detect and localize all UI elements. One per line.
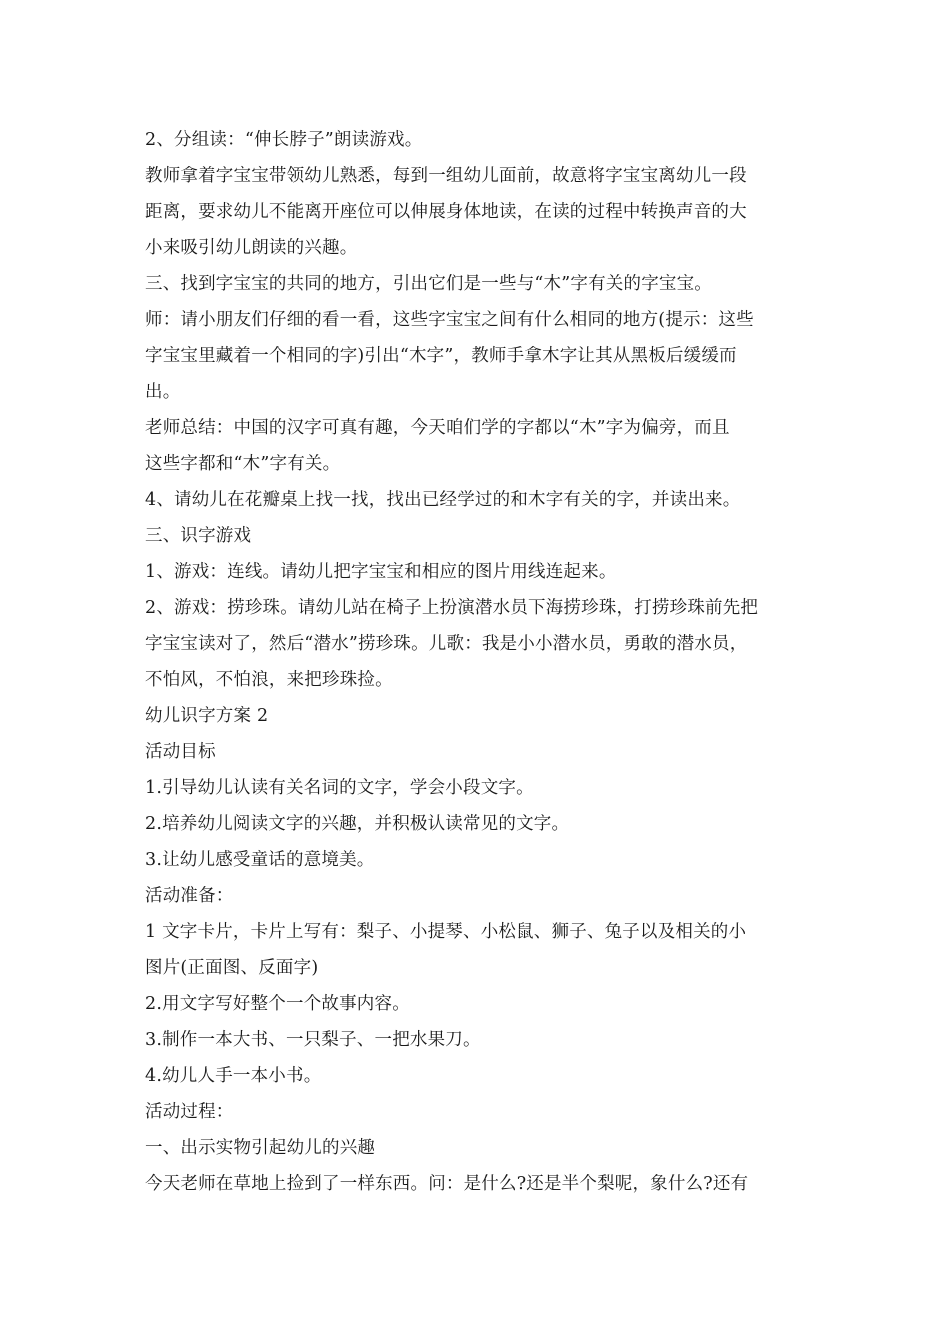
text-line: 3.制作一本大书、一只梨子、一把水果刀。: [145, 1030, 481, 1050]
text-line: 不怕风，不怕浪，来把珍珠捡。: [145, 670, 393, 690]
text-line: 这些字都和“木”字有关。: [145, 454, 341, 474]
text-line: 1.引导幼儿认读有关名词的文字，学会小段文字。: [145, 778, 534, 798]
text-line: 2、分组读：“伸长脖子”朗读游戏。: [145, 130, 423, 150]
text-line: 老师总结：中国的汉字可真有趣，今天咱们学的字都以“木”字为偏旁，而且: [145, 418, 730, 438]
text-line: 师：请小朋友们仔细的看一看，这些字宝宝之间有什么相同的地方(提示：这些: [145, 310, 754, 330]
text-line: 字宝宝里藏着一个相同的字)引出“木字”，教师手拿木字让其从黑板后缓缓而: [145, 346, 737, 366]
text-line: 2、游戏：捞珍珠。请幼儿站在椅子上扮演潜水员下海捞珍珠，打捞珍珠前先把: [145, 598, 759, 618]
text-line: 2.用文字写好整个一个故事内容。: [145, 994, 410, 1014]
text-line: 1 文字卡片，卡片上写有：梨子、小提琴、小松鼠、狮子、兔子以及相关的小: [145, 922, 747, 942]
text-line: 距离，要求幼儿不能离开座位可以伸展身体地读，在读的过程中转换声音的大: [145, 202, 747, 222]
text-line: 2.培养幼儿阅读文字的兴趣，并积极认读常见的文字。: [145, 814, 570, 834]
text-line: 字宝宝读对了，然后“潜水”捞珍珠。儿歌：我是小小潜水员，勇敢的潜水员，: [145, 634, 748, 654]
text-line: 4、请幼儿在花瓣桌上找一找，找出已经学过的和木字有关的字，并读出来。: [145, 490, 741, 510]
section-heading: 一、出示实物引起幼儿的兴趣: [145, 1138, 376, 1158]
text-line: 三、找到字宝宝的共同的地方，引出它们是一些与“木”字有关的字宝宝。: [145, 274, 712, 294]
section-heading: 三、识字游戏: [145, 526, 252, 546]
text-line: 小来吸引幼儿朗读的兴趣。: [145, 238, 358, 258]
text-line: 图片(正面图、反面字): [145, 958, 319, 978]
text-line: 教师拿着字宝宝带领幼儿熟悉，每到一组幼儿面前，故意将字宝宝离幼儿一段: [145, 166, 747, 186]
section-heading: 活动目标: [145, 742, 216, 762]
text-line: 4.幼儿人手一本小书。: [145, 1066, 322, 1086]
text-line: 3.让幼儿感受童话的意境美。: [145, 850, 375, 870]
text-line: 1、游戏：连线。请幼儿把字宝宝和相应的图片用线连起来。: [145, 562, 617, 582]
text-line: 出。: [145, 382, 181, 402]
section-title: 幼儿识字方案 2: [145, 706, 269, 726]
text-line: 今天老师在草地上捡到了一样东西。问：是什么?还是半个梨呢，象什么?还有: [145, 1174, 749, 1194]
section-heading: 活动过程：: [145, 1102, 234, 1122]
section-heading: 活动准备：: [145, 886, 234, 906]
